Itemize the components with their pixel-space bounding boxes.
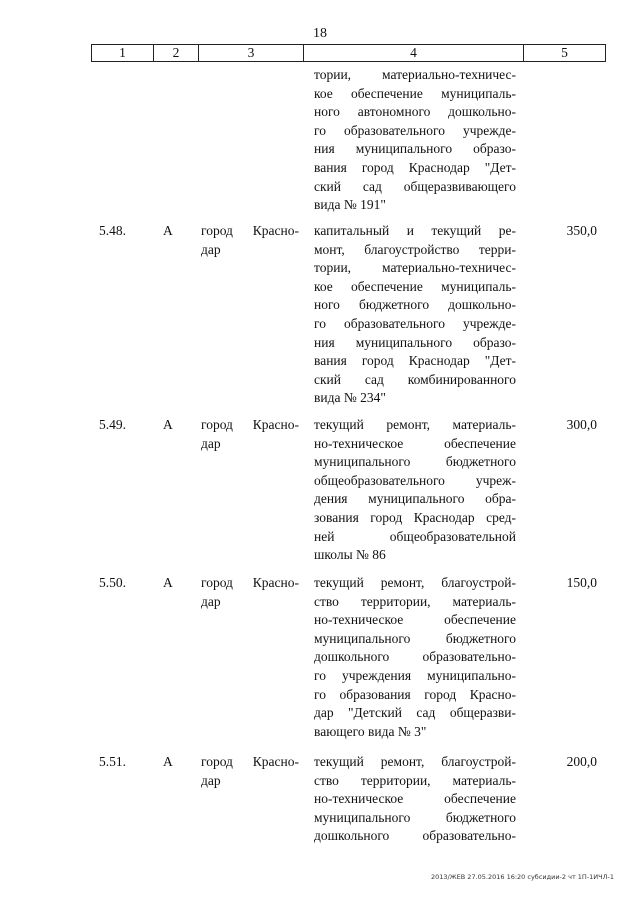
column-header-5: 5 bbox=[524, 45, 606, 62]
column-header-4: 4 bbox=[304, 45, 524, 62]
description-line: кое обеспечение муниципаль- bbox=[314, 85, 516, 101]
description-line: ного автономного дошкольно- bbox=[314, 104, 516, 120]
description-line: дар "Детский сад общеразви- bbox=[314, 705, 516, 721]
row-amount: 300,0 bbox=[566, 417, 597, 432]
description-line: ство территории, материаль- bbox=[314, 593, 516, 609]
city-line: дар bbox=[201, 435, 221, 451]
row-category: А bbox=[163, 223, 173, 238]
description-line: вида № 234" bbox=[314, 390, 386, 406]
row-category: А bbox=[163, 754, 173, 769]
column-header-1: 1 bbox=[92, 45, 154, 62]
description-line: вида № 191" bbox=[314, 197, 386, 213]
description-line: но-техническое обеспечение bbox=[314, 791, 516, 807]
description-line: кое обеспечение муниципаль- bbox=[314, 278, 516, 294]
row-amount: 200,0 bbox=[566, 754, 597, 769]
description-line: текущий ремонт, благоустрой- bbox=[314, 754, 516, 769]
description-line: муниципального бюджетного bbox=[314, 809, 516, 825]
row-category: А bbox=[163, 575, 173, 590]
description-line: ного бюджетного дошкольно- bbox=[314, 297, 516, 313]
description-line: дения муниципального обра- bbox=[314, 491, 516, 507]
description-line: ней общеобразовательной bbox=[314, 528, 516, 544]
row-amount: 350,0 bbox=[566, 223, 597, 238]
row-city bbox=[201, 753, 299, 790]
description-line: текущий ремонт, материаль- bbox=[314, 417, 516, 432]
description-line: зования город Краснодар сред- bbox=[314, 509, 516, 525]
description-line: школы № 86 bbox=[314, 547, 386, 563]
city-line: город Красно- bbox=[201, 417, 299, 432]
description-line: го образовательного учрежде- bbox=[314, 122, 516, 138]
description-line: текущий ремонт, благоустрой- bbox=[314, 575, 516, 590]
description-line: тории, материально-техничес- bbox=[314, 67, 516, 82]
description-line: вания город Краснодар "Дет- bbox=[314, 353, 516, 369]
continuation-description bbox=[314, 66, 516, 215]
row-number: 5.48. bbox=[99, 223, 126, 238]
description-line: ство территории, материаль- bbox=[314, 772, 516, 788]
description-line: муниципального бюджетного bbox=[314, 454, 516, 470]
row-description bbox=[314, 753, 516, 846]
row-category: А bbox=[163, 417, 173, 432]
description-line: общеобразовательного учреж- bbox=[314, 472, 516, 488]
description-line: го образовательного учрежде- bbox=[314, 315, 516, 331]
description-line: вания город Краснодар "Дет- bbox=[314, 159, 516, 175]
description-line: но-техническое обеспечение bbox=[314, 612, 516, 628]
description-line: го образования город Красно- bbox=[314, 686, 516, 702]
description-line: дошкольного образовательно- bbox=[314, 649, 516, 665]
row-description bbox=[314, 574, 516, 741]
row-city bbox=[201, 416, 299, 453]
city-line: дар bbox=[201, 772, 221, 788]
row-amount: 150,0 bbox=[566, 575, 597, 590]
description-line: дошкольного образовательно- bbox=[314, 828, 516, 844]
description-line: капитальный и текущий ре- bbox=[314, 223, 516, 238]
city-line: дар bbox=[201, 593, 221, 609]
page-number: 18 bbox=[313, 26, 327, 41]
city-line: город Красно- bbox=[201, 575, 299, 590]
document-footer-code: 2013/ЖЕВ 27.05.2016 16:20 субсидии-2 чт 1П-1ИЧЛ-1 bbox=[430, 873, 614, 881]
row-description bbox=[314, 416, 516, 565]
description-line: вающего вида № 3" bbox=[314, 723, 427, 739]
description-line: тории, материально-техничес- bbox=[314, 260, 516, 276]
row-city bbox=[201, 222, 299, 259]
column-header-row bbox=[92, 45, 606, 62]
city-line: город Красно- bbox=[201, 754, 299, 769]
row-city bbox=[201, 574, 299, 611]
row-description bbox=[314, 222, 516, 408]
row-number: 5.51. bbox=[99, 754, 126, 769]
description-line: ния муниципального образо- bbox=[314, 141, 516, 157]
description-line: ния муниципального образо- bbox=[314, 334, 516, 350]
column-header-table bbox=[91, 44, 606, 62]
row-number: 5.49. bbox=[99, 417, 126, 432]
description-line: го учреждения муниципально- bbox=[314, 667, 516, 683]
column-header-2: 2 bbox=[154, 45, 199, 62]
description-line: ский сад общеразвивающего bbox=[314, 178, 516, 194]
row-number: 5.50. bbox=[99, 575, 126, 590]
city-line: дар bbox=[201, 241, 221, 257]
description-line: ский сад комбинированного bbox=[314, 371, 516, 387]
description-line: муниципального бюджетного bbox=[314, 630, 516, 646]
column-header-3: 3 bbox=[199, 45, 304, 62]
description-line: но-техническое обеспечение bbox=[314, 435, 516, 451]
city-line: город Красно- bbox=[201, 223, 299, 238]
description-line: монт, благоустройство терри- bbox=[314, 241, 516, 257]
